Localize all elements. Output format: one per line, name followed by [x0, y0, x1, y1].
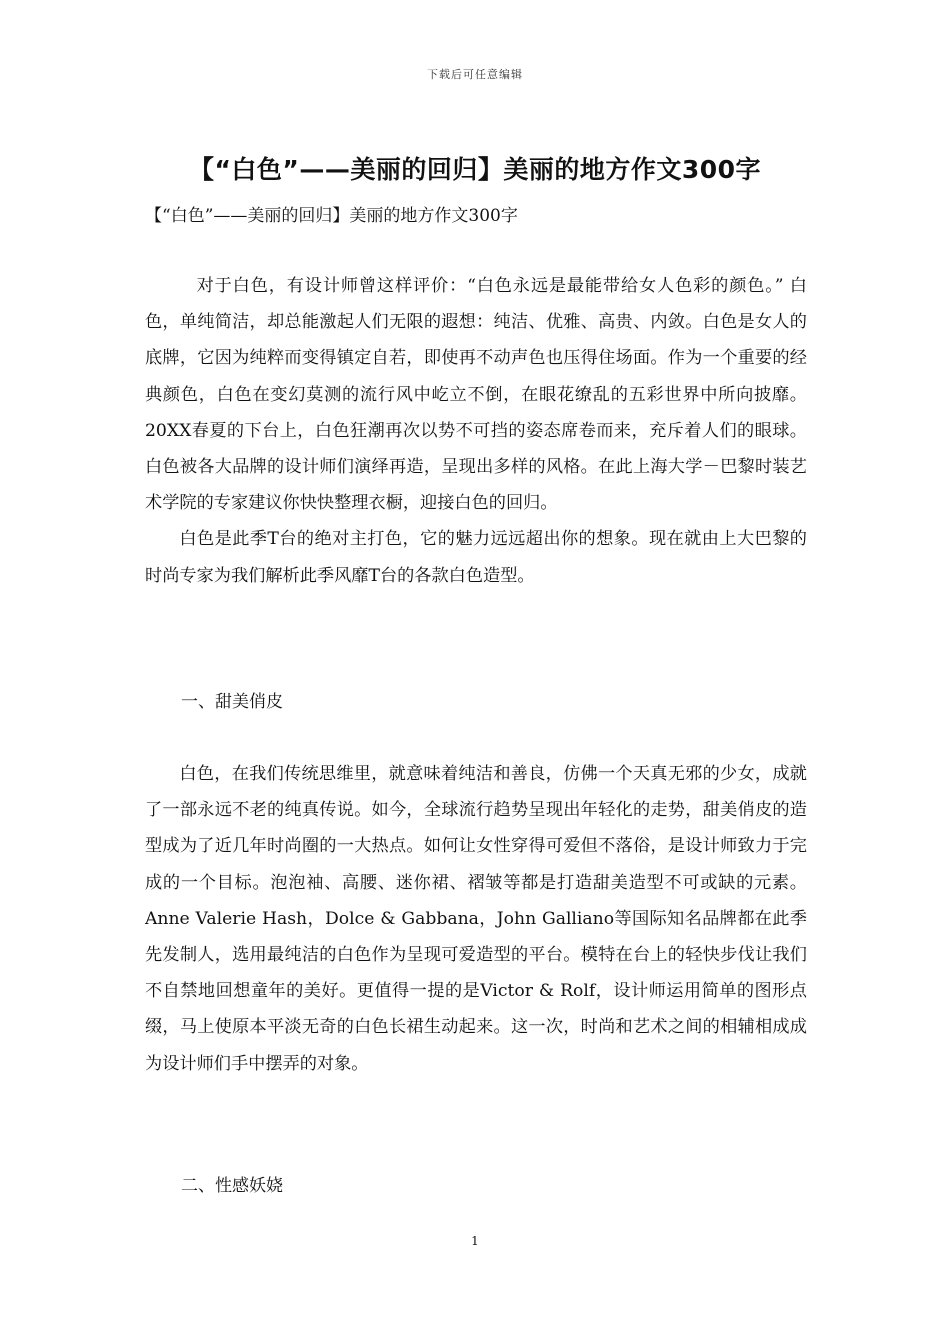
document-title: 【“白色”——美丽的回归】美丽的地方作文300字 [188, 155, 762, 184]
paragraph-main-color: 白色是此季T台的绝对主打色，它的魅力远远超出你的想象。现在就由上大巴黎的时尚专家为我们解析此季风靡T台的各款白色造型。 [145, 529, 807, 586]
paragraph-sweet: 白色，在我们传统思维里，就意味着纯洁和善良，仿佛一个天真无邪的少女，成就了一部永远不老的纯真传说。如今，全球流行趋势呈现出年轻化的走势，甜美俏皮的造型成为了近几年时尚圈的一大热点。如何让女性穿得可爱但不落俗，是设计师致力于完成的一个目标。泡泡袖、高腰、迷你裙、褶皱等都是打造甜美造型不可或缺的元素。Anne Valerie Hash，Dolce & Gabbana，John Galliano等国际知名品牌都在此季先发制人，选用最纯洁的白色作为呈现可爱造型的平台。模特在台上的轻快步伐让我们不自禁地回想童年的美好。更值得一提的是Victor & Rolf，设计师运用简单的图形点缀，马上使原本平淡无奇的白色长裙生动起来。这一次，时尚和艺术之间的相辅相成成为设计师们手中摆弄的对象。 [145, 764, 807, 1074]
intro-text-block [145, 268, 807, 594]
paragraph-intro: 对于白色，有设计师曾这样评价：“白色永远是最能带给女人色彩的颜色。” 白色，单纯简洁，却总能激起人们无限的遐想：纯洁、优雅、高贵、内敛。白色是女人的底牌，它因为纯粹而变得镇定自若，即使再不动声色也压得住场面。作为一个重要的经典颜色，白色在变幻莫测的流行风中屹立不倒，在眼花缭乱的五彩世界中所向披靡。20XX春夏的下台上，白色狂潮再次以势不可挡的姿态席卷而来，充斥着人们的眼球。白色被各大品牌的设计师们演绎再造，呈现出多样的风格。在此上海大学－巴黎时装艺术学院的专家建议你快快整理衣橱，迎接白色的回归。 [145, 276, 807, 514]
sweet-text-block [145, 756, 807, 1082]
document-subtitle: 【“白色”——美丽的回归】美丽的地方作文300字 [145, 206, 518, 226]
header-note: 下载后可任意编辑 [427, 68, 523, 81]
section-heading-sweet: 一、甜美俏皮 [181, 692, 283, 712]
section-heading-sexy: 二、性感妖娆 [181, 1176, 283, 1196]
page-number: 1 [471, 1234, 479, 1248]
